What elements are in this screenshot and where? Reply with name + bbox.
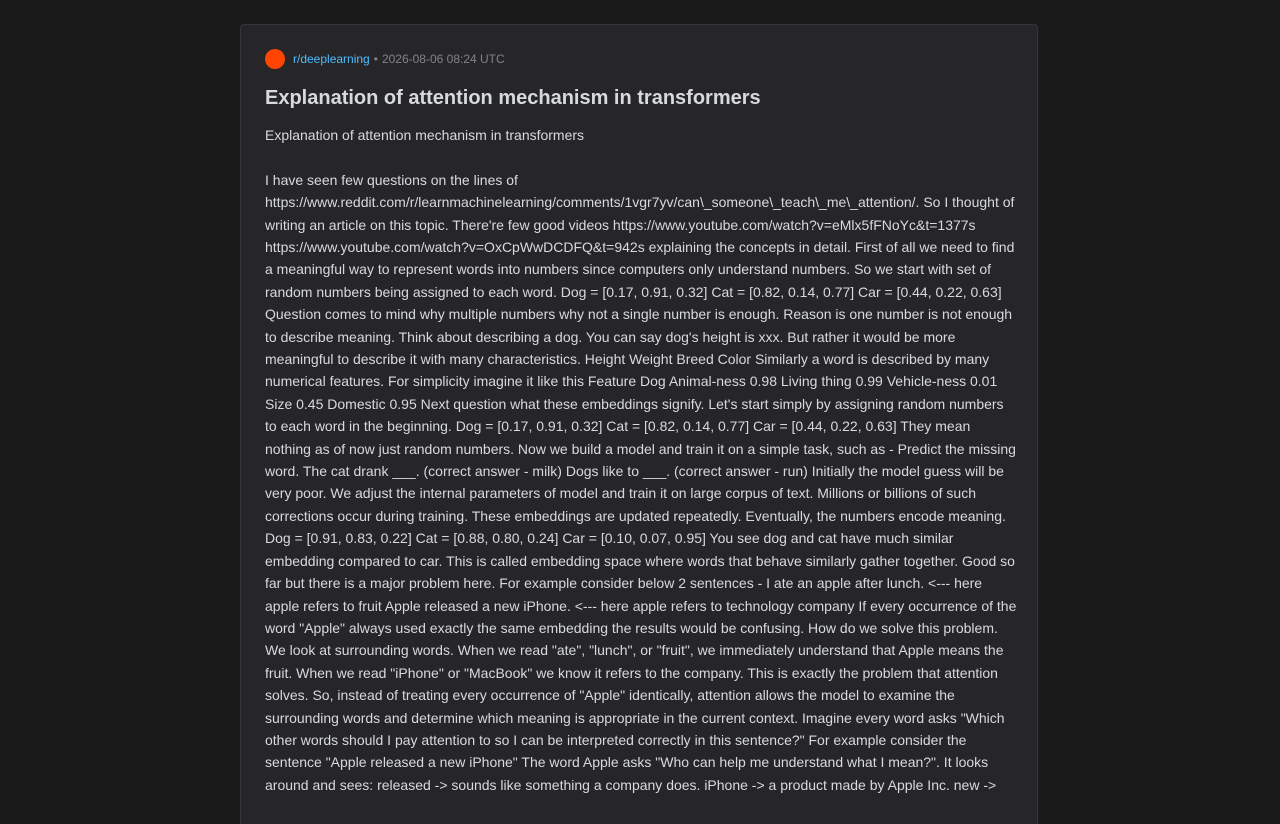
post-timestamp: 2026-08-06 08:24 UTC — [381, 52, 505, 66]
post-body-paragraph: Explanation of attention mechanism in transformers — [265, 127, 585, 143]
post-title[interactable]: Explanation of attention mechanism in transformers — [265, 87, 761, 109]
post-body — [265, 124, 1017, 796]
subreddit-avatar[interactable] — [265, 49, 285, 69]
post-card — [240, 24, 1038, 824]
subreddit-link[interactable]: r/deeplearning — [293, 52, 370, 66]
meta-separator: • — [373, 52, 378, 66]
post-body-paragraph: I have seen few questions on the lines of https://www.reddit.com/r/learnmachinelearning/comments/1vgr7yv/can\_someone\_teach\_me\_attention/. So I thought of writing an article on this topic. There're few good videos https://www.youtube.com/watch?v=eMlx5fFNoYc&t=1377s https://www.youtube.com/watch?v=OxCpWwDCDFQ&t=942s explaining the concepts in detail. First of all we need to find a meaningful way to represent words into numbers since computers only understand numbers. So we start with set of random numbers being assigned to each word. Dog = [0.17, 0.91, 0.32] Cat = [0.82, 0.14, 0.77] Car = [0.44, 0.22, 0.63] Question comes to mind why multiple numbers why not a single number is enough. Reason is one number is not enough to describe meaning. Think about describing a dog. You can say dog's height is xxx. But rather it would be more meaningful to describe it with many characteristics. Height Weight Breed Color Similarly a word is described by many numerical features. For simplicity imagine it like this Feature Dog Animal-ness 0.98 Living thing 0.99 Vehicle-ness 0.01 Size 0.45 Domestic 0.95 Next question what these embeddings signify. Let's start simply by assigning random numbers to each word in the beginning. Dog = [0.17, 0.91, 0.32] Cat = [0.82, 0.14, 0.77] Car = [0.44, 0.22, 0.63] They mean nothing as of now just random numbers. Now we build a model and train it on a simple task, such as - Predict the missing word. The cat drank ___. (correct answer - milk) Dogs like to ___. (correct answer - run) Initially the model guess will be very poor. We adjust the internal parameters of model and train it on large corpus of text. Millions or billions of such corrections occur during training. These embeddings are updated repeatedly. Eventually, the numbers encode meaning. Dog = [0.91, 0.83, 0.22] Cat = [0.88, 0.80, 0.24] Car = [0.10, 0.07, 0.95] You see dog and cat have much similar embedding compared to car. This is called embedding space where words that behave similarly gather together. Good so far but there is a major problem here. For example consider below 2 sentences - I ate an apple after lunch. <--- here apple refers to fruit Apple released a new iPhone. <--- here apple refers to technology company If every occurrence of the word "Apple" always used exactly the same embedding the results would be confusing. How do we solve this problem. We look at surrounding words. When we read "ate", "lunch", or "fruit", we immediately understand that Apple means the fruit. When we read "iPhone" or "MacBook" we know it refers to the company. This is exactly the problem that attention solves. So, instead of treating every occurrence of "Apple" identically, attention allows the model to examine the surrounding words and determine which meaning is appropriate in the current context. Imagine every word asks "Which other words should I pay attention to so I can be interpreted correctly in this sentence?" For example consider the sentence "Apple released a new iPhone" The word Apple asks "Who can help me understand what I mean?". It looks around and sees: released -> sounds like something a company does. iPhone -> a product made by Apple Inc. new -> — [265, 171, 1017, 793]
post-meta — [265, 49, 1013, 69]
